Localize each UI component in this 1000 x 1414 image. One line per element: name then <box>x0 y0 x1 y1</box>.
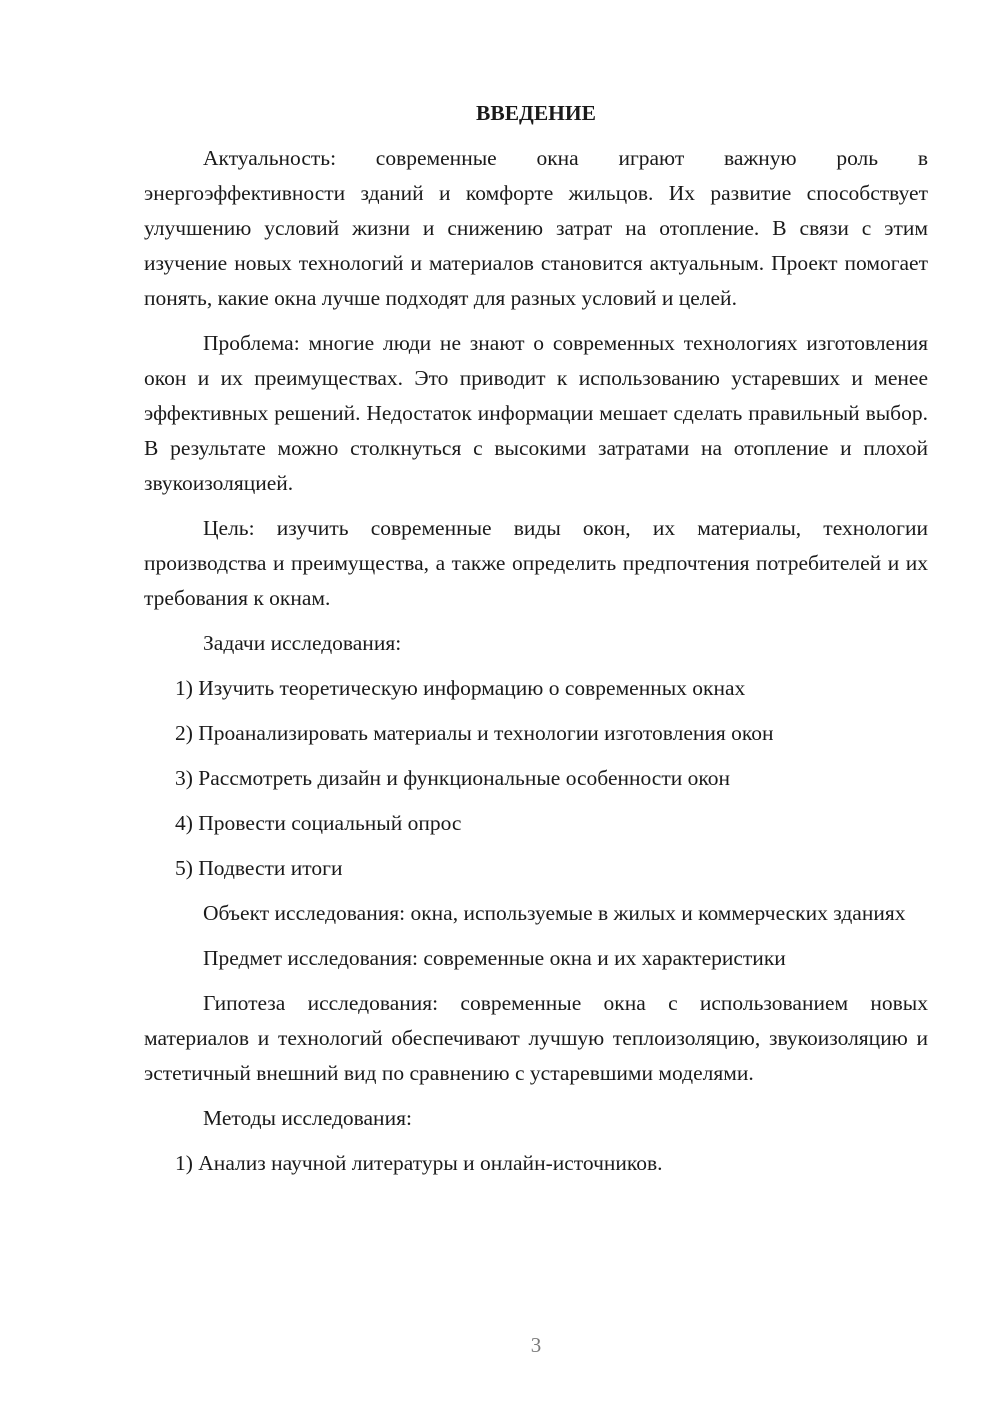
task-item: 2) Проанализировать материалы и технологии изготовления окон <box>175 721 774 745</box>
object-paragraph: Объект исследования: окна, используемые в жилых и коммерческих зданиях <box>203 901 906 925</box>
page-number: 3 <box>530 1333 542 1357</box>
goal-paragraph: Цель: изучить современные виды окон, их материалы, технологии производства и преимущества, а также определить предпочтения потребителей и их требования к окнам. <box>144 516 928 610</box>
tasks-heading: Задачи исследования: <box>203 631 402 655</box>
document-page <box>144 96 928 1191</box>
task-item: 1) Изучить теоретическую информацию о современных окнах <box>175 676 746 700</box>
method-item: 1) Анализ научной литературы и онлайн-источников. <box>175 1151 663 1175</box>
hypothesis-paragraph: Гипотеза исследования: современные окна с использованием новых материалов и технологий обеспечивают лучшую теплоизоляцию, звукоизоляцию и эстетичный внешний вид по сравнению с устаревшими моделями. <box>144 991 928 1085</box>
task-item: 4) Провести социальный опрос <box>175 811 462 835</box>
task-item: 5) Подвести итоги <box>175 856 343 880</box>
methods-list <box>144 1146 928 1181</box>
subject-paragraph: Предмет исследования: современные окна и их характеристики <box>203 946 786 970</box>
task-item: 3) Рассмотреть дизайн и функциональные особенности окон <box>175 766 730 790</box>
methods-heading: Методы исследования: <box>203 1106 412 1130</box>
tasks-list <box>144 671 928 886</box>
section-title: ВВЕДЕНИЕ <box>476 101 596 125</box>
problem-paragraph: Проблема: многие люди не знают о современных технологиях изготовления окон и их преимуществах. Это приводит к использованию устаревших и менее эффективных решений. Недостаток информации мешает сделать правильный выбор. В результате можно столкнуться с высокими затратами на отопление и плохой звукоизоляцией. <box>144 331 928 495</box>
relevance-paragraph: Актуальность: современные окна играют важную роль в энергоэффективности зданий и комфорте жильцов. Их развитие способствует улучшению условий жизни и снижению затрат на отопление. В связи с этим изучение новых технологий и материалов становится актуальным. Проект помогает понять, какие окна лучше подходят для разных условий и целей. <box>144 146 928 310</box>
